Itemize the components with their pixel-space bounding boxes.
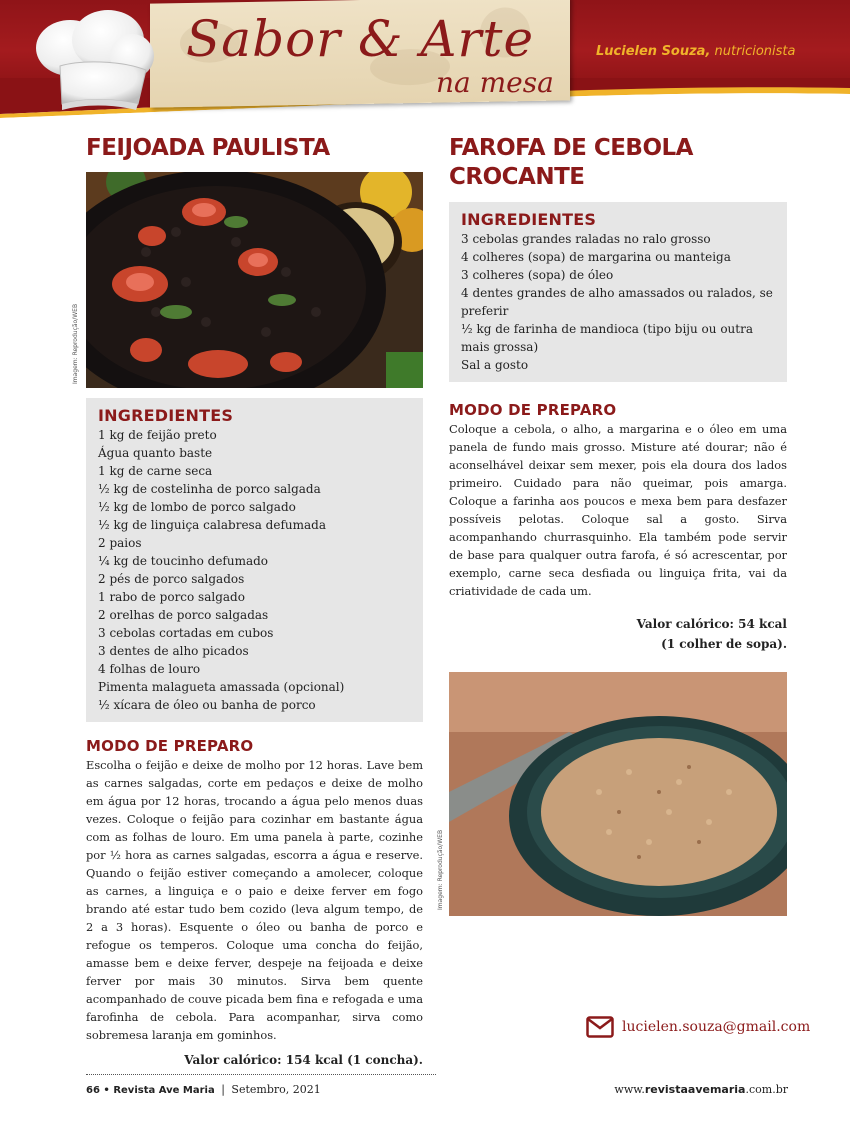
recipe-title-line2: CROCANTE [449,164,585,190]
footer-left [86,1083,321,1096]
ingredient-item: 2 paios [98,536,142,550]
ingredient-item: 1 rabo de porco salgado [98,590,245,604]
ingredients-list [461,230,775,374]
bullet-separator: • [103,1085,110,1096]
ingredient-item: ½ kg de lombo de porco salgado [98,500,296,514]
method-text: Coloque a cebola, o alho, a margarina e o óleo em uma panela de fundo mais grosso. Misture até dourar; não é aconselhável deixar sem mexer, pois ela doura dos lados primeiro. Cuidado para não queimar, pois amarga. Coloque a farinha aos poucos e mexa bem para desfazer possíveis pelotas. Coloque sal a gosto. Sirva acompanhando churrasquinho. Ela também pode servir de base para qualquer outra farofa, é só acrescentar, por exemplo, carne seca desfiada ou linguiça frita, vai da criatividade de cada um. [449,422,787,598]
ingredient-item: 2 pés de porco salgados [98,572,245,586]
ingredient-item: 1 kg de feijão preto [98,428,217,442]
ingredients-title: INGREDIENTES [461,210,597,229]
ingredient-item: 2 orelhas de porco salgadas [98,608,269,622]
ingredient-item: ½ kg de costelinha de porco salgada [98,482,321,496]
ingredient-item: ½ kg de linguiça calabresa defumada [98,518,326,532]
magazine-name: Revista Ave Maria [113,1085,215,1096]
ingredient-item: Água quanto baste [98,446,213,460]
recipe-title-line1: FAROFA DE CEBOLA [449,135,693,161]
ingredient-item: 3 dentes de alho picados [98,644,249,658]
page-number: 66 [86,1085,100,1096]
ingredient-item: 3 cebolas grandes raladas no ralo grosso [461,232,711,246]
method-title: MODO DE PREPARO [86,737,254,755]
recipe-farofa [437,134,787,916]
ingredient-item: 4 colheres (sopa) de margarina ou manteiga [461,250,731,264]
contact-email[interactable] [586,1016,810,1038]
footer-separator: | [221,1083,225,1096]
ingredient-item: Sal a gosto [461,358,529,372]
envelope-icon [586,1016,614,1038]
ingredient-item: 4 dentes grandes de alho amassados ou ralados, se preferir [461,286,773,318]
issue-date: Setembro, 2021 [231,1083,321,1096]
calorie-info [449,614,787,654]
farofa-photo [449,672,787,916]
ingredient-item: ½ kg de farinha de mandioca (tipo biju ou outra mais grossa) [461,322,753,354]
feijoada-photo [86,172,423,388]
ingredients-box [86,398,423,722]
header-banner [0,0,850,118]
recipe-title: FEIJOADA PAULISTA [86,135,330,161]
chef-hat-icon [20,4,160,114]
footer-divider [86,1074,436,1075]
recipe-title [449,134,787,198]
site-suffix: .com.br [745,1083,788,1096]
photo-credit: Imagem: Reprodução/WEB [72,303,79,384]
ingredients-list [98,426,411,714]
section-title-sub: na mesa [436,66,554,99]
calorie-line2: (1 colher de sopa). [661,637,787,651]
ingredient-item: Pimenta malagueta amassada (opcional) [98,680,345,694]
ingredient-item: 4 folhas de louro [98,662,201,676]
email-address[interactable]: lucielen.souza@gmail.com [622,1019,811,1035]
feijoada-illustration [86,172,423,388]
ingredient-item: ½ xícara de óleo ou banha de porco [98,698,316,712]
ingredients-box [449,202,787,382]
photo-credit: Imagem: Reprodução/WEB [437,829,444,910]
ingredient-item: ¼ kg de toucinho defumado [98,554,269,568]
recipe-feijoada [72,134,423,1070]
ingredient-item: 3 cebolas cortadas em cubos [98,626,274,640]
ingredient-item: 1 kg de carne seca [98,464,213,478]
method-text: Escolha o feijão e deixe de molho por 12 horas. Lave bem as carnes salgadas, corte em pedaços e deixe de molho em água por 12 horas, trocando a água pelo menos duas vezes. Coloque o feijão para cozinhar em bastante água com as folhas de louro. Em uma panela à parte, cozinhe por ½ hora as carnes salgadas, escorra a água e reserve. Quando o feijão estiver começando a amolecer, coloque as carnes, a linguiça e o paio e deixe ferver em fogo brando até estar tudo bem cozido (leva algum tempo, de 2 a 3 horas). Esquente o óleo ou banha de porco e refogue os temperos. Coloque uma concha do feijão, amasse bem e deixe ferver, despeje na feijoada e deixe ferver por mais 30 minutos. Sirva bem quente acompanhado de couve picada bem fina e refogada e uma farofinha de cebola. Para acompanhar, sirva como sobremesa laranja em gominhos. [86,758,423,1042]
author-name: Lucielen Souza, [596,44,711,59]
section-title [178,6,578,106]
method-title: MODO DE PREPARO [449,401,617,419]
ingredients-title: INGREDIENTES [98,406,234,425]
section-title-main: Sabor & Arte [186,10,535,68]
site-name: revistaavemaria [644,1083,746,1096]
website-link[interactable] [612,1083,788,1096]
author-role: nutricionista [714,44,796,59]
ingredient-item: 3 colheres (sopa) de óleo [461,268,614,282]
calorie-line1: Valor calórico: 54 kcal [636,617,787,631]
calorie-info: Valor calórico: 154 kcal (1 concha). [184,1053,423,1067]
author-credit [596,44,795,59]
farofa-illustration [449,672,787,916]
site-prefix: www. [614,1083,645,1096]
